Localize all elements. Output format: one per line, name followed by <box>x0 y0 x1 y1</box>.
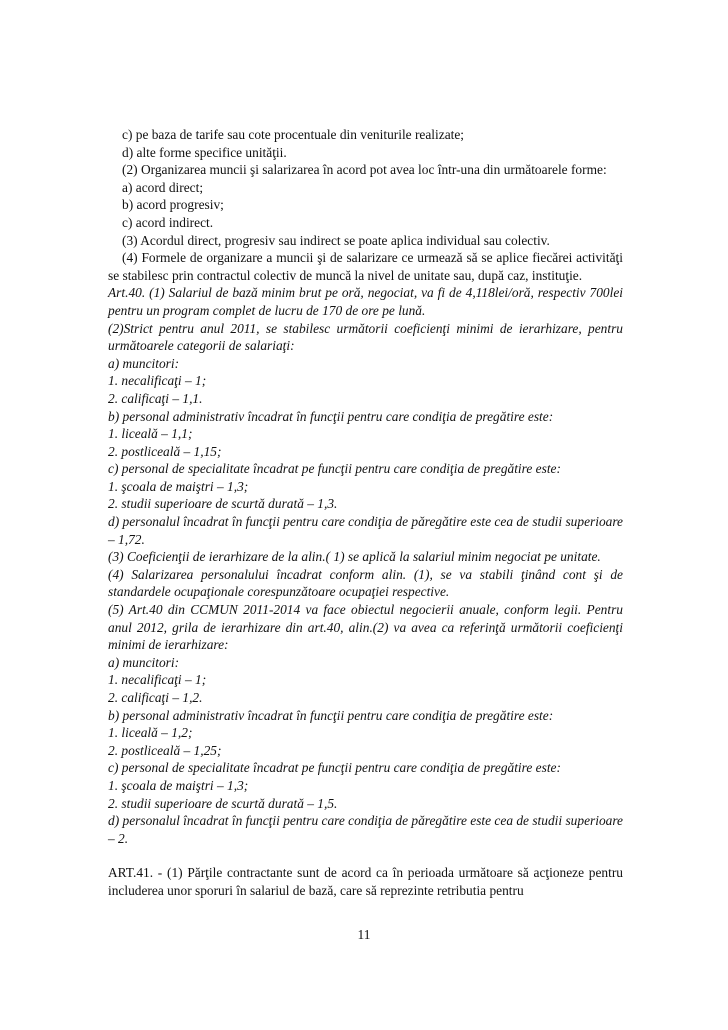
article-40-block <box>108 126 623 847</box>
text-paragraph: b) acord progresiv; <box>122 197 224 213</box>
text-paragraph: b) personal administrativ încadrat în funcţii pentru care condiţia de pregătire este: <box>108 707 554 723</box>
text-paragraph: 1. necalificaţi – 1; <box>108 672 207 688</box>
text-paragraph: 1. şcoala de maiştri – 1,3; <box>108 777 249 793</box>
text-paragraph: b) personal administrativ încadrat în funcţii pentru care condiţia de pregătire este: <box>108 408 554 424</box>
text-paragraph: a) muncitori: <box>108 355 180 371</box>
text-paragraph: (2)Strict pentru anul 2011, se stabilesc următorii coeficienţi minimi de ierarhizare, pentru următoarele categorii de salariaţi: <box>108 320 623 354</box>
page-number: 11 <box>357 927 371 942</box>
text-paragraph: (3) Acordul direct, progresiv sau indirect se poate aplica individual sau colectiv. <box>122 232 550 248</box>
text-paragraph: 2. studii superioare de scurtă durată – 1,3. <box>108 496 338 512</box>
text-paragraph: d) personalul încadrat în funcţii pentru care condiţia de păregătire este cea de studii superioare – 1,72. <box>108 514 623 547</box>
text-paragraph: c) pe baza de tarife sau cote procentuale din veniturile realizate; <box>122 127 465 142</box>
text-paragraph: 2. studii superioare de scurtă durată – 1,5. <box>108 795 338 811</box>
article-41-paragraph: ART.41. - (1) Părţile contractante sunt de acord ca în perioada următoare să acţioneze pentru includerea unor sporuri în salariul de bază, care să reprezinte retributia pentru <box>108 865 623 898</box>
text-paragraph: (5) Art.40 din CCMUN 2011-2014 va face obiectul negocierii anuale, conform legii. Pentru anul 2012, grila de ierarhizare din art.40, alin.(2) va avea ca referinţă următorii coeficienţi minimi de ierarhizare: <box>108 602 623 653</box>
text-paragraph: a) muncitori: <box>108 654 180 670</box>
text-paragraph: 1. necalificaţi – 1; <box>108 373 207 389</box>
text-paragraph: c) personal de specialitate încadrat pe funcţii pentru care condiţia de pregătire este: <box>108 760 561 776</box>
text-paragraph: 1. şcoala de maiştri – 1,3; <box>108 478 249 494</box>
paragraph-gap <box>108 847 623 864</box>
text-paragraph: c) acord indirect. <box>122 214 214 230</box>
text-paragraph: (2) Organizarea muncii şi salarizarea în acord pot avea loc într-una din următoarele forme: <box>122 162 607 178</box>
text-paragraph: 1. liceală – 1,1; <box>108 426 193 442</box>
text-paragraph: 2. postliceală – 1,25; <box>108 742 222 758</box>
text-paragraph: (4) Formele de organizare a muncii şi de salarizare ce urmează să se aplice fiecărei activităţi se stabilesc prin contractul colectiv de muncă la nivel de unitate sau, după caz, instituţie. <box>108 250 623 283</box>
text-paragraph: (4) Salarizarea personalului încadrat conform alin. (1), se va stabili ţinând cont şi de standardele ocupaţionale corespunzătoare ocupaţiei respective. <box>108 566 623 600</box>
text-paragraph: 2. calificaţi – 1,2. <box>108 690 203 705</box>
text-paragraph: (3) Coeficienţii de ierarhizare de la alin.( 1) se aplică la salariul minim negociat pe unitate. <box>108 549 601 565</box>
text-paragraph: 1. liceală – 1,2; <box>108 725 193 741</box>
text-paragraph: Art.40. (1) Salariul de bază minim brut pe oră, negociat, va fi de 4,118lei/oră, respectiv 700lei pentru un program complet de lucru de 170 de ore pe lună. <box>108 285 623 318</box>
text-paragraph: d) personalul încadrat în funcţii pentru care condiţia de păregătire este cea de studii superioare – 2. <box>108 813 623 846</box>
text-paragraph: c) personal de specialitate încadrat pe funcţii pentru care condiţia de pregătire este: <box>108 461 561 477</box>
document-body <box>108 126 623 900</box>
text-paragraph: d) alte forme specifice unităţii. <box>122 144 287 160</box>
text-paragraph: 2. calificaţi – 1,1. <box>108 390 203 406</box>
text-paragraph: 2. postliceală – 1,15; <box>108 443 222 459</box>
text-paragraph: a) acord direct; <box>122 179 204 195</box>
